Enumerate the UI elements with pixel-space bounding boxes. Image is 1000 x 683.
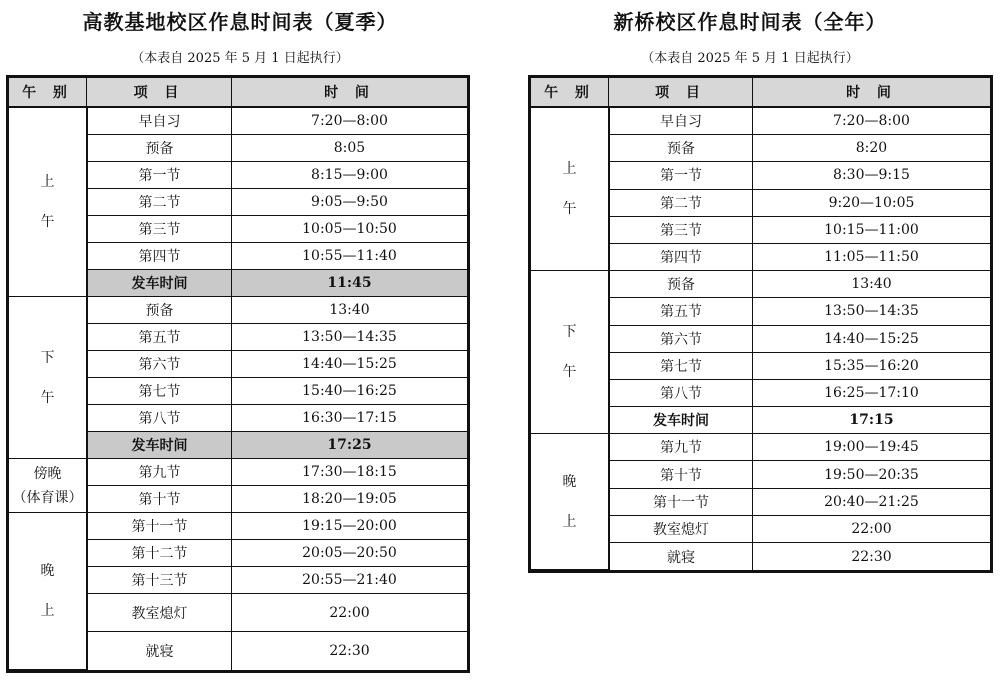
item-cell: 预备 bbox=[87, 135, 232, 162]
schedule-row bbox=[9, 108, 467, 135]
item-cell: 教室熄灯 bbox=[87, 594, 232, 632]
period-cell bbox=[9, 297, 87, 459]
right-subtitle: （本表自 2025 年 5 月 1 日起执行） bbox=[641, 51, 859, 66]
item-cell: 早自习 bbox=[87, 108, 232, 135]
item-cell: 第三节 bbox=[609, 217, 753, 244]
item-cell: 第六节 bbox=[87, 351, 232, 378]
period-cell bbox=[531, 271, 609, 434]
period-label: 上 bbox=[562, 161, 577, 178]
item-cell: 第十一节 bbox=[87, 513, 232, 540]
period-label: 晚 bbox=[562, 473, 577, 490]
item-cell: 发车时间 bbox=[87, 270, 232, 297]
time-cell: 15:35—16:20 bbox=[753, 353, 990, 380]
period-label: （体育课） bbox=[12, 489, 83, 506]
time-cell: 8:15—9:00 bbox=[232, 162, 467, 189]
time-cell: 17:15 bbox=[753, 407, 990, 434]
time-cell: 7:20—8:00 bbox=[232, 108, 467, 135]
item-cell: 第二节 bbox=[87, 189, 232, 216]
period-cell bbox=[9, 108, 87, 297]
period-label: 午 bbox=[40, 214, 55, 230]
time-cell: 17:25 bbox=[232, 432, 467, 459]
item-cell: 就寝 bbox=[87, 632, 232, 670]
time-cell: 19:50—20:35 bbox=[753, 461, 990, 488]
period-label: 傍晚 bbox=[33, 465, 62, 482]
schedule-row bbox=[9, 459, 467, 486]
period-label: 下 bbox=[562, 324, 577, 341]
item-cell: 教室熄灯 bbox=[609, 516, 753, 543]
item-cell: 预备 bbox=[87, 297, 232, 324]
header-item: 项 目 bbox=[609, 78, 753, 108]
item-cell: 就寝 bbox=[609, 543, 753, 570]
time-cell: 22:00 bbox=[753, 516, 990, 543]
left-schedule-table bbox=[6, 75, 470, 673]
header-period: 午 别 bbox=[9, 78, 87, 108]
header-time: 时 间 bbox=[753, 78, 990, 108]
item-cell: 第三节 bbox=[87, 216, 232, 243]
time-cell: 7:20—8:00 bbox=[753, 108, 990, 135]
time-cell: 19:00—19:45 bbox=[753, 434, 990, 461]
left-subtitle: （本表自 2025 年 5 月 1 日起执行） bbox=[131, 51, 349, 66]
header-period: 午 别 bbox=[531, 78, 609, 108]
right-schedule-table bbox=[528, 75, 993, 573]
item-cell: 预备 bbox=[609, 135, 753, 162]
period-label: 晚 bbox=[40, 563, 55, 579]
item-cell: 第六节 bbox=[609, 326, 753, 353]
item-cell: 第四节 bbox=[87, 243, 232, 270]
time-cell: 10:05—10:50 bbox=[232, 216, 467, 243]
time-cell: 10:15—11:00 bbox=[753, 217, 990, 244]
time-cell: 8:30—9:15 bbox=[753, 162, 990, 189]
item-cell: 第十一节 bbox=[609, 489, 753, 516]
item-cell: 第八节 bbox=[87, 405, 232, 432]
item-cell: 发车时间 bbox=[609, 407, 753, 434]
header-row bbox=[531, 78, 990, 108]
time-cell: 9:05—9:50 bbox=[232, 189, 467, 216]
left-title: 高教基地校区作息时间表（夏季） bbox=[82, 10, 398, 34]
schedule-row bbox=[531, 434, 990, 461]
schedule-row bbox=[531, 271, 990, 298]
time-cell: 18:20—19:05 bbox=[232, 486, 467, 513]
time-cell: 19:15—20:00 bbox=[232, 513, 467, 540]
time-cell: 11:05—11:50 bbox=[753, 244, 990, 271]
time-cell: 22:00 bbox=[232, 594, 467, 632]
time-cell: 17:30—18:15 bbox=[232, 459, 467, 486]
time-cell: 14:40—15:25 bbox=[232, 351, 467, 378]
header-item: 项 目 bbox=[87, 78, 232, 108]
time-cell: 13:40 bbox=[753, 271, 990, 298]
time-cell: 8:20 bbox=[753, 135, 990, 162]
item-cell: 第七节 bbox=[609, 353, 753, 380]
item-cell: 第一节 bbox=[87, 162, 232, 189]
period-label: 午 bbox=[562, 201, 577, 218]
item-cell: 第九节 bbox=[87, 459, 232, 486]
header-time: 时 间 bbox=[232, 78, 467, 108]
item-cell: 第四节 bbox=[609, 244, 753, 271]
item-cell: 第十节 bbox=[609, 461, 753, 488]
period-label: 下 bbox=[40, 349, 55, 366]
time-cell: 22:30 bbox=[851, 548, 892, 565]
schedule-row bbox=[531, 108, 990, 135]
time-cell: 8:05 bbox=[232, 135, 467, 162]
item-cell: 预备 bbox=[609, 271, 753, 298]
item-cell: 第十三节 bbox=[87, 567, 232, 594]
time-cell: 10:55—11:40 bbox=[232, 243, 467, 270]
period-label: 上 bbox=[562, 513, 577, 530]
period-cell bbox=[531, 434, 609, 570]
item-cell: 第一节 bbox=[609, 162, 753, 189]
period-cell bbox=[9, 459, 87, 513]
time-cell: 20:55—21:40 bbox=[232, 567, 467, 594]
time-cell: 15:40—16:25 bbox=[232, 378, 467, 405]
item-cell: 早自习 bbox=[609, 108, 753, 135]
item-cell: 发车时间 bbox=[87, 432, 232, 459]
item-cell: 第二节 bbox=[609, 190, 753, 217]
time-cell: 20:40—21:25 bbox=[753, 489, 990, 516]
period-label: 午 bbox=[562, 364, 577, 381]
period-cell bbox=[531, 108, 609, 271]
item-cell: 第八节 bbox=[609, 380, 753, 407]
period-label: 午 bbox=[40, 389, 55, 406]
schedule-row bbox=[9, 297, 467, 324]
time-cell: 13:40 bbox=[232, 297, 467, 324]
time-cell: 16:25—17:10 bbox=[753, 380, 990, 407]
period-cell bbox=[9, 513, 87, 670]
time-cell: 13:50—14:35 bbox=[232, 324, 467, 351]
time-cell: 16:30—17:15 bbox=[232, 405, 467, 432]
time-cell: 22:30 bbox=[329, 643, 370, 659]
time-cell: 13:50—14:35 bbox=[753, 298, 990, 325]
item-cell: 第五节 bbox=[87, 324, 232, 351]
period-label: 上 bbox=[40, 174, 55, 190]
time-cell: 9:20—10:05 bbox=[753, 190, 990, 217]
item-cell: 第七节 bbox=[87, 378, 232, 405]
item-cell: 第九节 bbox=[609, 434, 753, 461]
time-cell: 14:40—15:25 bbox=[753, 326, 990, 353]
item-cell: 第十二节 bbox=[87, 540, 232, 567]
period-label: 上 bbox=[40, 603, 55, 619]
schedule-row bbox=[9, 513, 467, 540]
time-cell: 11:45 bbox=[232, 270, 467, 297]
time-cell: 20:05—20:50 bbox=[232, 540, 467, 567]
item-cell: 第十节 bbox=[87, 486, 232, 513]
item-cell: 第五节 bbox=[609, 298, 753, 325]
header-row bbox=[9, 78, 467, 108]
right-title: 新桥校区作息时间表（全年） bbox=[613, 10, 887, 34]
